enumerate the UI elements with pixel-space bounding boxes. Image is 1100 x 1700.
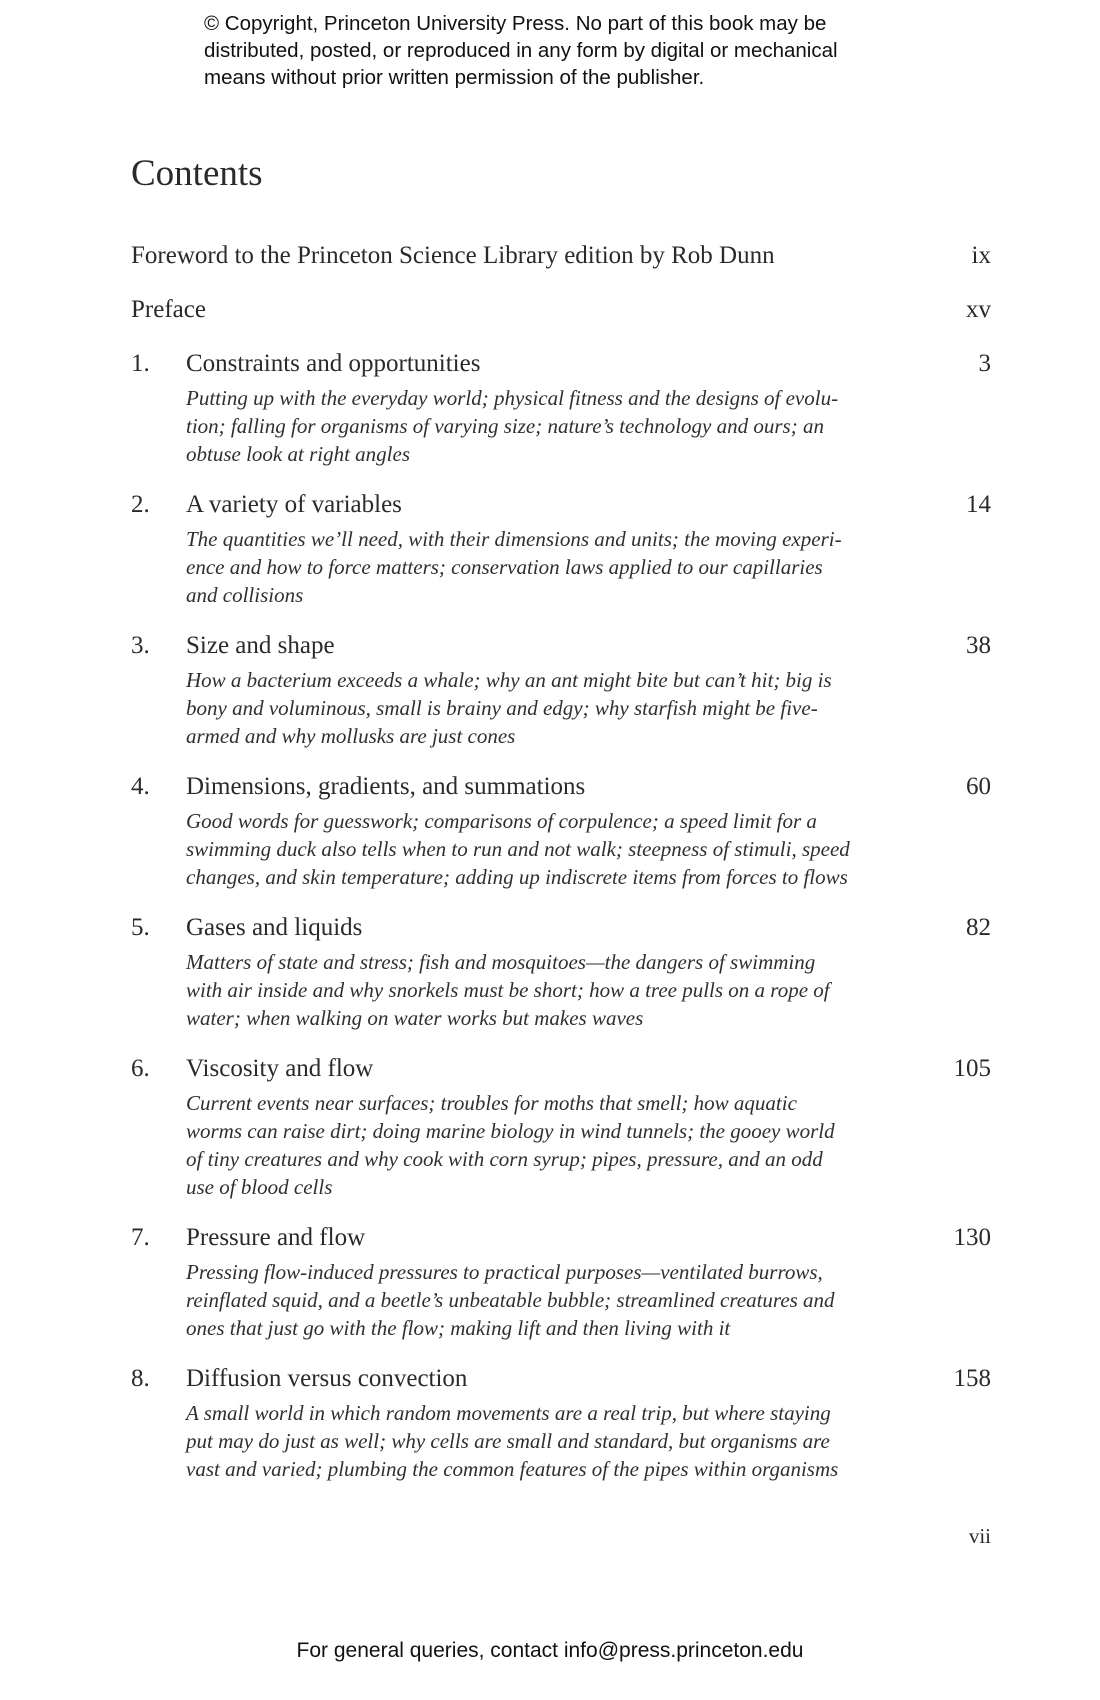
page-title: Contents	[131, 153, 263, 194]
description-line: worms can raise dirt; doing marine biology in wind tunnels; the gooey world	[186, 1119, 835, 1143]
toc-chapter-4	[131, 771, 991, 891]
toc-chapter-5	[131, 912, 991, 1032]
copyright-line: distributed, posted, or reproduced in any form by digital or mechanical	[204, 39, 838, 62]
toc-entry-foreword	[131, 240, 991, 272]
description-line: and collisions	[186, 583, 304, 607]
toc-entry-page: xv	[966, 296, 991, 323]
chapter-title: Constraints and opportunities	[186, 350, 481, 377]
table-of-contents	[131, 240, 991, 1504]
copyright-notice	[204, 10, 964, 91]
chapter-title: Size and shape	[186, 632, 335, 659]
chapter-number: 6.	[131, 1055, 150, 1082]
chapter-page: 14	[966, 491, 991, 518]
chapter-title: Dimensions, gradients, and summations	[186, 773, 586, 800]
toc-chapter-8	[131, 1363, 991, 1483]
description-line: armed and why mollusks are just cones	[186, 724, 516, 748]
copyright-line: means without prior written permission of the publisher.	[204, 66, 705, 89]
chapter-number: 7.	[131, 1224, 150, 1251]
chapter-page: 158	[953, 1365, 991, 1392]
toc-chapter-7	[131, 1222, 991, 1342]
description-line: ence and how to force matters; conservation laws applied to our capillaries	[186, 555, 823, 579]
copyright-line: © Copyright, Princeton University Press. No part of this book may be	[204, 12, 827, 35]
description-line: Good words for guesswork; comparisons of corpulence; a speed limit for a	[186, 809, 817, 833]
description-line: How a bacterium exceeds a whale; why an ant might bite but can’t hit; big is	[186, 668, 832, 692]
description-line: ones that just go with the flow; making lift and then living with it	[186, 1316, 731, 1340]
chapter-description	[186, 666, 946, 750]
chapter-description	[186, 384, 946, 468]
description-line: Pressing flow-induced pressures to practical purposes—ventilated burrows,	[186, 1260, 823, 1284]
chapter-description	[186, 1089, 946, 1201]
description-line: put may do just as well; why cells are small and standard, but organisms are	[186, 1429, 830, 1453]
description-line: Current events near surfaces; troubles for moths that smell; how aquatic	[186, 1091, 797, 1115]
chapter-number: 8.	[131, 1365, 150, 1392]
chapter-number: 4.	[131, 773, 150, 800]
chapter-page: 38	[966, 632, 991, 659]
toc-entry-preface	[131, 294, 991, 326]
description-line: Matters of state and stress; fish and mosquitoes—the dangers of swimming	[186, 950, 816, 974]
description-line: obtuse look at right angles	[186, 442, 410, 466]
description-line: with air inside and why snorkels must be short; how a tree pulls on a rope of	[186, 978, 830, 1002]
chapter-page: 105	[953, 1055, 991, 1082]
chapter-title: Viscosity and flow	[186, 1055, 374, 1082]
chapter-title: Pressure and flow	[186, 1224, 366, 1251]
chapter-page: 60	[966, 773, 991, 800]
chapter-number: 5.	[131, 914, 150, 941]
description-line: bony and voluminous, small is brainy and edgy; why starfish might be five-	[186, 696, 818, 720]
toc-chapter-2	[131, 489, 991, 609]
toc-chapter-6	[131, 1053, 991, 1201]
chapter-description	[186, 1399, 946, 1483]
description-line: tion; falling for organisms of varying size; nature’s technology and ours; an	[186, 414, 824, 438]
footer-contact: For general queries, contact info@press.princeton.edu	[296, 1639, 804, 1662]
toc-entry-page: ix	[971, 242, 991, 269]
description-line: use of blood cells	[186, 1175, 333, 1199]
chapter-number: 3.	[131, 632, 150, 659]
chapter-number: 1.	[131, 350, 150, 377]
toc-chapter-3	[131, 630, 991, 750]
chapter-title: Gases and liquids	[186, 914, 363, 941]
description-line: swimming duck also tells when to run and not walk; steepness of stimuli, speed	[186, 837, 850, 861]
chapter-description	[186, 1258, 946, 1342]
description-line: changes, and skin temperature; adding up indiscrete items from forces to flows	[186, 865, 848, 889]
chapter-title: Diffusion versus convection	[186, 1365, 468, 1392]
toc-entry-title: Foreword to the Princeton Science Library edition by Rob Dunn	[131, 242, 775, 269]
page-number: vii	[968, 1524, 991, 1548]
chapter-title: A variety of variables	[186, 491, 402, 518]
description-line: Putting up with the everyday world; physical fitness and the designs of evolu-	[186, 386, 839, 410]
chapter-description	[186, 948, 946, 1032]
description-line: reinflated squid, and a beetle’s unbeatable bubble; streamlined creatures and	[186, 1288, 835, 1312]
chapter-page: 82	[966, 914, 991, 941]
chapter-page: 3	[978, 350, 991, 377]
chapter-page: 130	[953, 1224, 991, 1251]
description-line: water; when walking on water works but makes waves	[186, 1006, 644, 1030]
chapter-number: 2.	[131, 491, 150, 518]
toc-chapter-1	[131, 348, 991, 468]
toc-entry-title: Preface	[131, 296, 206, 323]
chapter-description	[186, 807, 946, 891]
description-line: A small world in which random movements are a real trip, but where staying	[186, 1401, 831, 1425]
description-line: of tiny creatures and why cook with corn syrup; pipes, pressure, and an odd	[186, 1147, 823, 1171]
chapter-description	[186, 525, 946, 609]
description-line: The quantities we’ll need, with their dimensions and units; the moving experi-	[186, 527, 842, 551]
description-line: vast and varied; plumbing the common features of the pipes within organisms	[186, 1457, 839, 1481]
